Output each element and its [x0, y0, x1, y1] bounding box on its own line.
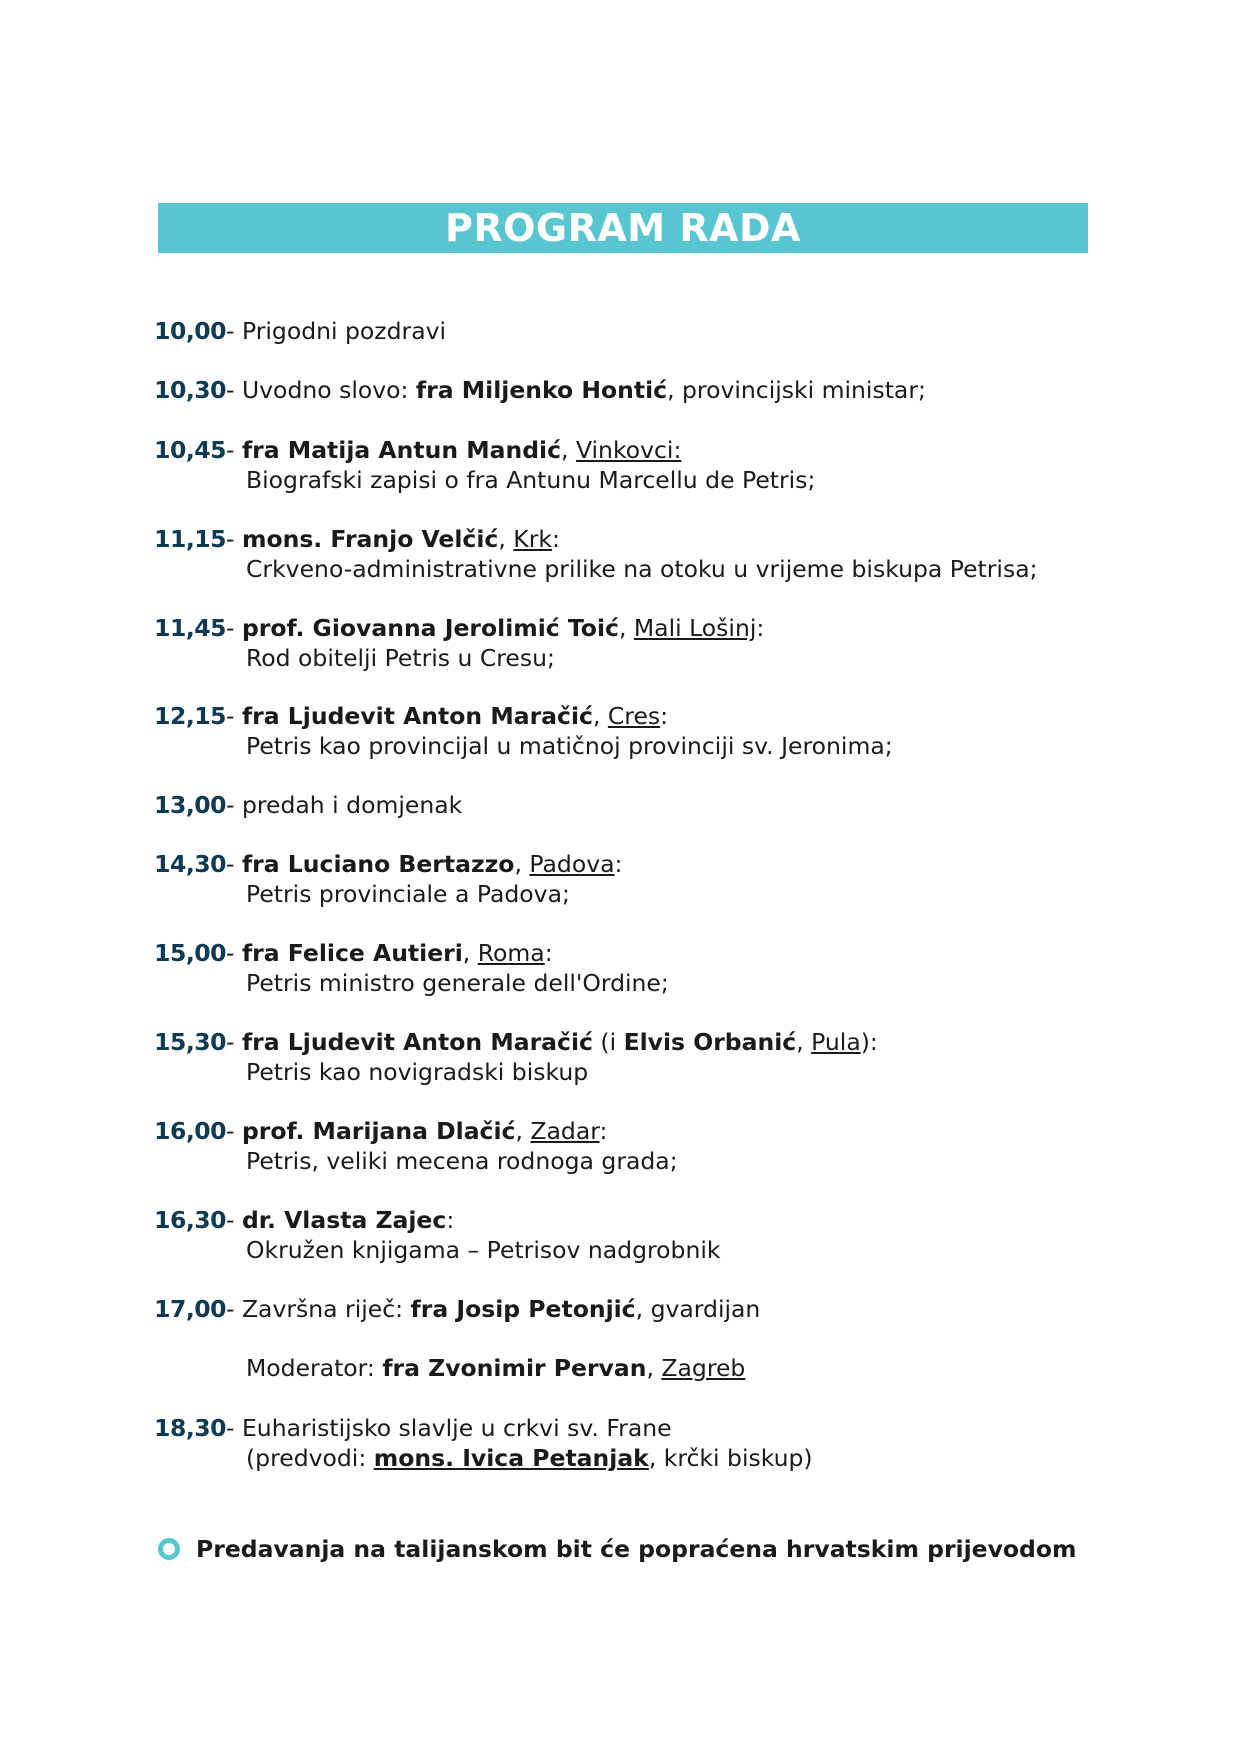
time: 12,15: [154, 702, 226, 730]
topic: Petris ministro generale dell'Ordine;: [246, 969, 669, 997]
time: 15,30: [154, 1028, 226, 1056]
time: 11,45: [154, 614, 226, 642]
topic: Okružen knjigama – Petrisov nadgrobnik: [246, 1236, 721, 1264]
speaker: fra Luciano Bertazzo: [241, 850, 515, 878]
circle-bullet-icon: [158, 1538, 180, 1560]
topic: Crkveno-administrativne prilike na otoku u vrijeme biskupa Petrisa;: [246, 555, 1038, 583]
topic: Petris, veliki mecena rodnoga grada;: [246, 1147, 678, 1175]
time: 10,30: [154, 376, 226, 404]
speaker: mons. Franjo Velčić: [241, 525, 499, 553]
sub-tail: , krčki biskup): [648, 1444, 813, 1472]
celebrant-link[interactable]: mons. Ivica Petanjak: [373, 1444, 649, 1472]
page-title: PROGRAM RADA: [445, 206, 801, 250]
role: , provincijski ministar;: [667, 376, 926, 404]
place-link[interactable]: Krk: [513, 525, 552, 553]
place-link[interactable]: Mali Lošinj: [633, 614, 757, 642]
place-link[interactable]: Pula: [811, 1028, 861, 1056]
role: , gvardijan: [635, 1295, 761, 1323]
time: 11,15: [154, 525, 226, 553]
speaker: fra Miljenko Hontić: [415, 376, 668, 404]
time: 10,00: [154, 317, 226, 345]
time: 13,00: [154, 791, 226, 819]
time: 17,00: [154, 1295, 226, 1323]
speaker: fra Felice Autieri: [241, 939, 463, 967]
time: 15,00: [154, 939, 226, 967]
time: 16,00: [154, 1117, 226, 1145]
item-text: Prigodni pozdravi: [241, 317, 447, 345]
topic: Petris provinciale a Padova;: [246, 880, 570, 908]
place-link[interactable]: Padova: [529, 850, 615, 878]
time: 14,30: [154, 850, 226, 878]
translation-note: [158, 1535, 1077, 1563]
topic: Rod obitelji Petris u Cresu;: [246, 644, 555, 672]
place-link[interactable]: Zadar: [530, 1117, 600, 1145]
speaker: fra Matija Antun Mandić: [241, 436, 562, 464]
topic: Petris kao provincijal u matičnoj provinciji sv. Jeronima;: [246, 732, 893, 760]
co-speaker: Elvis Orbanić: [623, 1028, 797, 1056]
note-text: Predavanja na talijanskom bit će popraćena hrvatskim prijevodom: [196, 1535, 1077, 1563]
topic: Petris kao novigradski biskup: [246, 1058, 589, 1086]
speaker: fra Ljudevit Anton Maračić: [241, 1028, 593, 1056]
speaker: dr. Vlasta Zajec: [241, 1206, 447, 1234]
topic: Biografski zapisi o fra Antunu Marcellu de Petris;: [246, 466, 816, 494]
speaker: prof. Giovanna Jerolimić Toić: [241, 614, 619, 642]
moderator-line: Moderator: fra Zvonimir Pervan, Zagreb: [246, 1354, 746, 1382]
moderator-name: fra Zvonimir Pervan: [382, 1354, 647, 1382]
speaker: fra Ljudevit Anton Maračić: [241, 702, 593, 730]
speaker: prof. Marijana Dlačić: [241, 1117, 516, 1145]
title-banner: [158, 203, 1088, 253]
item-text: Uvodno slovo:: [241, 376, 416, 404]
place-link[interactable]: Roma: [477, 939, 545, 967]
time: 16,30: [154, 1206, 226, 1234]
moderator-label: Moderator:: [246, 1354, 383, 1382]
place-link[interactable]: Vinkovci:: [575, 436, 682, 464]
item-text: Euharistijsko slavlje u crkvi sv. Frane: [241, 1414, 672, 1442]
sub-lead: (predvodi:: [246, 1444, 374, 1472]
item-text: predah i domjenak: [241, 791, 463, 819]
time: 18,30: [154, 1414, 226, 1442]
time: 10,45: [154, 436, 226, 464]
item-text: Završna riječ:: [241, 1295, 411, 1323]
speaker: fra Josip Petonjić: [410, 1295, 636, 1323]
place-link[interactable]: Cres: [607, 702, 661, 730]
place-link[interactable]: Zagreb: [661, 1354, 746, 1382]
